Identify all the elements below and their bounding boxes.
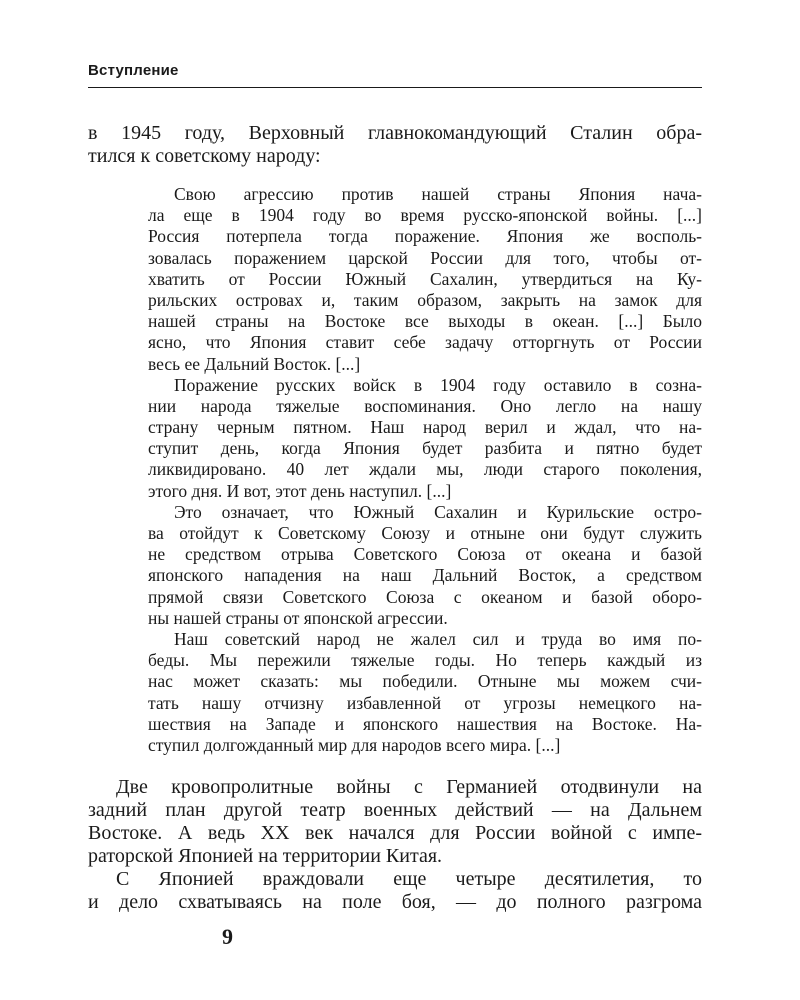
quote-line: нас может сказать: мы победили. Отныне мы можем счи- [148, 671, 702, 692]
text-line: тился к советскому народу: [88, 145, 321, 167]
quote-line: ла еще в 1904 году во время русско-японской войны. [...] [148, 205, 702, 226]
quote-line: ликвидировано. 40 лет ждали мы, люди старого поколения, [148, 459, 702, 480]
quote-line: зовалась поражением царской России для того, чтобы от- [148, 247, 702, 268]
header-rule [88, 87, 702, 88]
quote-line: прямой связи Советского Союза с океаном и базой оборо- [148, 586, 702, 607]
quote-line: весь ее Дальний Восток. [...] [148, 353, 361, 374]
quote-line: ступил долгожданный мир для народов всего мира. [...] [148, 734, 561, 755]
quote-line: Поражение русских войск в 1904 году оставило в созна- [174, 374, 702, 395]
page-number: 9 [222, 924, 233, 949]
text-line: Две кровопролитные войны с Германией отодвинули на [116, 776, 702, 798]
intro-paragraph [88, 122, 702, 168]
block-quote [148, 184, 702, 756]
running-head: Вступление [88, 62, 179, 79]
quote-line: Наш советский народ не жалел сил и труда во имя по- [174, 628, 702, 649]
quote-line: шествия на Западе и японского нашествия на Востоке. На- [148, 713, 702, 734]
quote-line: ва отойдут к Советскому Союзу и отныне они будут служить [148, 523, 702, 543]
text-line: раторской Японией на территории Китая. [88, 845, 443, 867]
quote-line: нии народа тяжелые воспоминания. Оно легло на нашу [148, 395, 702, 416]
text-line: С Японией враждовали еще четыре десятилетия, то [116, 868, 702, 890]
quote-line: хватить от России Южный Сахалин, утвердиться на Ку- [148, 268, 702, 289]
quote-line: Свою агрессию против нашей страны Япония нача- [174, 184, 702, 204]
quote-line: беды. Мы пережили тяжелые годы. Но теперь каждый из [148, 650, 702, 671]
quote-line: этого дня. И вот, этот день наступил. [...] [148, 480, 452, 501]
quote-line: Это означает, что Южный Сахалин и Курильские остро- [174, 501, 702, 522]
text-line: в 1945 году, Верховный главнокомандующий Сталин обра- [88, 122, 702, 144]
quote-line: японского нападения на наш Дальний Восток, а средством [148, 565, 702, 586]
quote-line: ны нашей страны от японской агрессии. [148, 607, 448, 628]
quote-line: ступит день, когда Япония будет разбита и пятно будет [148, 438, 702, 459]
quote-line: ясно, что Япония ставит себе задачу отторгнуть от России [148, 332, 702, 353]
quote-line: рильских островах и, таким образом, закрыть на замок для [148, 289, 702, 310]
quote-line: страну черным пятном. Наш народ верил и ждал, что на- [148, 417, 702, 438]
text-line: задний план другой театр военных действий — на Дальнем [88, 799, 702, 821]
text-line: Востоке. А ведь XX век начался для России войной с импе- [88, 822, 702, 844]
quote-line: тать нашу отчизну избавленной от угрозы немецкого на- [148, 692, 702, 713]
text-line: и дело схватываясь на поле боя, — до полного разгрома [88, 891, 702, 913]
quote-line: нашей страны на Востоке все выходы в океан. [...] Было [148, 311, 702, 332]
quote-line: не средством отрыва Советского Союза от океана и базой [148, 544, 702, 565]
quote-line: Россия потерпела тогда поражение. Япония же восполь- [148, 226, 702, 247]
body-paragraph [88, 776, 702, 914]
